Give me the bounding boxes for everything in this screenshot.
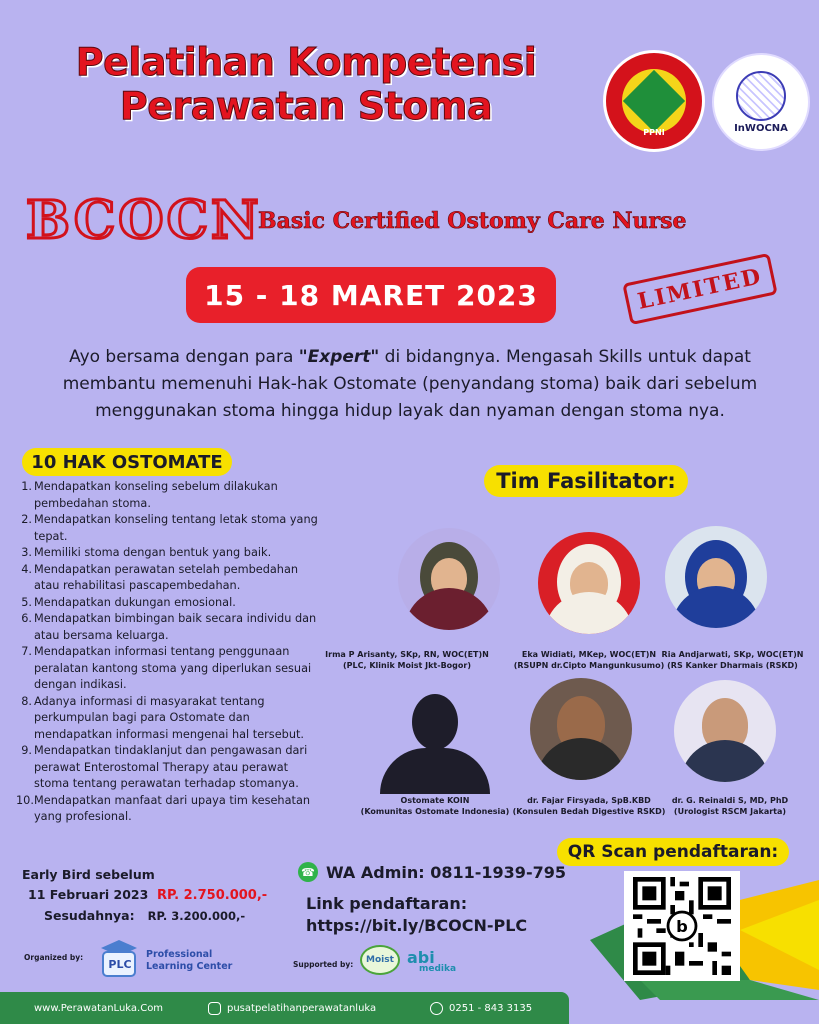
- title-line-2: Perawatan Stoma: [119, 84, 493, 128]
- rights-item: 8. Adanya informasi di masyarakat tentang perkumpulan bagi para Ostomate dan mendapatkan informasi mengenai hal tersebut.: [21, 694, 304, 741]
- registration-link-block: Link pendaftaran: https://bit.ly/BCOCN-PLC: [306, 894, 528, 935]
- svg-text:b: b: [676, 917, 688, 937]
- rights-title: 10 HAK OSTOMATE: [22, 448, 232, 476]
- footer-instagram[interactable]: pusatpelatihanperawatanluka: [208, 1002, 376, 1015]
- qr-code-icon: [630, 877, 734, 975]
- abi-medika-logo: abi medika: [407, 948, 457, 974]
- facilitator-photo-5: [530, 678, 632, 780]
- facilitator-silhouette: [372, 686, 498, 794]
- instagram-icon: [208, 1002, 221, 1015]
- registration-qr-code[interactable]: [624, 871, 740, 981]
- whatsapp-contact[interactable]: ☎ WA Admin: 0811-1939-795: [298, 862, 566, 882]
- intro-paragraph: Ayo bersama dengan para "Expert" di bidangnya. Mengasah Skills untuk dapat membantu memenuhi Hak-hak Ostomate (penyandang stoma) baik dari sebelum menggunakan stoma hingga hidup layak dan nyaman dengan stoma nya.: [62, 347, 758, 421]
- ppni-logo: [603, 50, 705, 152]
- limited-stamp: LIMITED: [622, 253, 777, 325]
- intro-emphasis: "Expert": [298, 347, 380, 367]
- facilitator-photo-6: [674, 680, 776, 782]
- program-full-name: Basic Certified Ostomy Care Nurse: [258, 208, 687, 234]
- early-bird-label: Early Bird sebelum: [22, 867, 155, 882]
- program-acronym: BCOCN: [26, 190, 262, 251]
- early-bird-date: 11 Februari 2023: [28, 887, 149, 902]
- inwocna-logo: [712, 53, 810, 151]
- facilitator-caption-3: Ria Andjarwati, SKp, WOC(ET)N (RS Kanker Dharmais (RSKD): [661, 650, 804, 670]
- footer-bar: [0, 992, 569, 1024]
- supporter-label: Supported by:: [293, 960, 354, 969]
- facilitator-photo-3: [665, 526, 767, 628]
- facilitator-caption-6: dr. G. Reinaldi S, MD, PhD (Urologist RSCM Jakarta): [671, 796, 789, 816]
- regular-price-label: Sesudahnya:: [44, 908, 135, 923]
- early-bird-price: RP. 2.750.000,-: [157, 888, 268, 903]
- rights-item: 2. Mendapatkan konseling tentang letak stoma yang tepat.: [21, 513, 318, 543]
- rights-item: 1. Mendapatkan konseling sebelum dilakukan pembedahan stoma.: [21, 480, 278, 510]
- pricing-block: [22, 865, 312, 926]
- page-title: [26, 40, 586, 128]
- phone-icon: [430, 1002, 443, 1015]
- facilitator-caption-1: Irma P Arisanty, SKp, RN, WOC(ET)N (PLC, Klinik Moist Jkt-Bogor): [325, 650, 489, 670]
- regular-price: RP. 3.200.000,-: [147, 909, 246, 923]
- rights-item: 4. Mendapatkan perawatan setelah pembedahan atau rehabilitasi pascapembedahan.: [21, 562, 299, 592]
- facilitator-caption-4: Ostomate KOIN (Komunitas Ostomate Indonesia): [360, 796, 510, 816]
- inwocna-logo-text: InWOCNA: [734, 122, 788, 134]
- rights-item: 7. Mendapatkan informasi tentang penggunaan peralatan kantong stoma yang diperlukan sesuai dengan indikasi.: [21, 645, 312, 691]
- rights-item: 10. Mendapatkan manfaat dari upaya tim kesehatan yang profesional.: [16, 793, 311, 823]
- footer-phone[interactable]: 0251 - 843 3135: [430, 1002, 532, 1015]
- whatsapp-icon: ☎: [298, 862, 318, 882]
- qr-title: QR Scan pendaftaran:: [557, 838, 789, 866]
- facilitator-caption-5: dr. Fajar Firsyada, SpB.KBD (Konsulen Bedah Digestive RSKD): [512, 796, 666, 816]
- registration-link[interactable]: https://bit.ly/BCOCN-PLC: [306, 916, 528, 935]
- facilitator-photo-2: [538, 532, 640, 634]
- rights-list: [16, 479, 326, 826]
- facilitator-photo-1: [398, 528, 500, 630]
- rights-item: 9. Mendapatkan tindaklanjut dan pengawasan dari perawat Enterostomal Therapy atau perawat stoma tentang perawatan terhadap stomanya.: [21, 744, 308, 790]
- footer-website[interactable]: www.PerawatanLuka.Com: [34, 1002, 164, 1014]
- title-line-1: Pelatihan Kompetensi: [75, 40, 537, 84]
- organizer-label: Organized by:: [24, 953, 84, 962]
- moist-logo: Moist: [360, 945, 400, 975]
- rights-item: 5. Mendapatkan dukungan emosional.: [21, 595, 236, 609]
- facilitators-title: Tim Fasilitator:: [484, 465, 688, 497]
- globe-icon: [736, 71, 786, 121]
- organizer-name: Professional Learning Center: [146, 949, 233, 972]
- ppni-logo-text: PPNI: [643, 128, 665, 137]
- plc-logo-text: PLC: [108, 958, 132, 971]
- rights-item: 6. Mendapatkan bimbingan baik secara individu dan atau bersama keluarga.: [21, 612, 317, 642]
- rights-item: 3. Memiliki stoma dengan bentuk yang baik.: [21, 546, 272, 559]
- event-date: 15 - 18 MARET 2023: [186, 267, 556, 323]
- facilitator-caption-2: Eka Widiati, MKep, WOC(ET)N (RSUPN dr.Cipto Mangunkusumo): [513, 650, 665, 670]
